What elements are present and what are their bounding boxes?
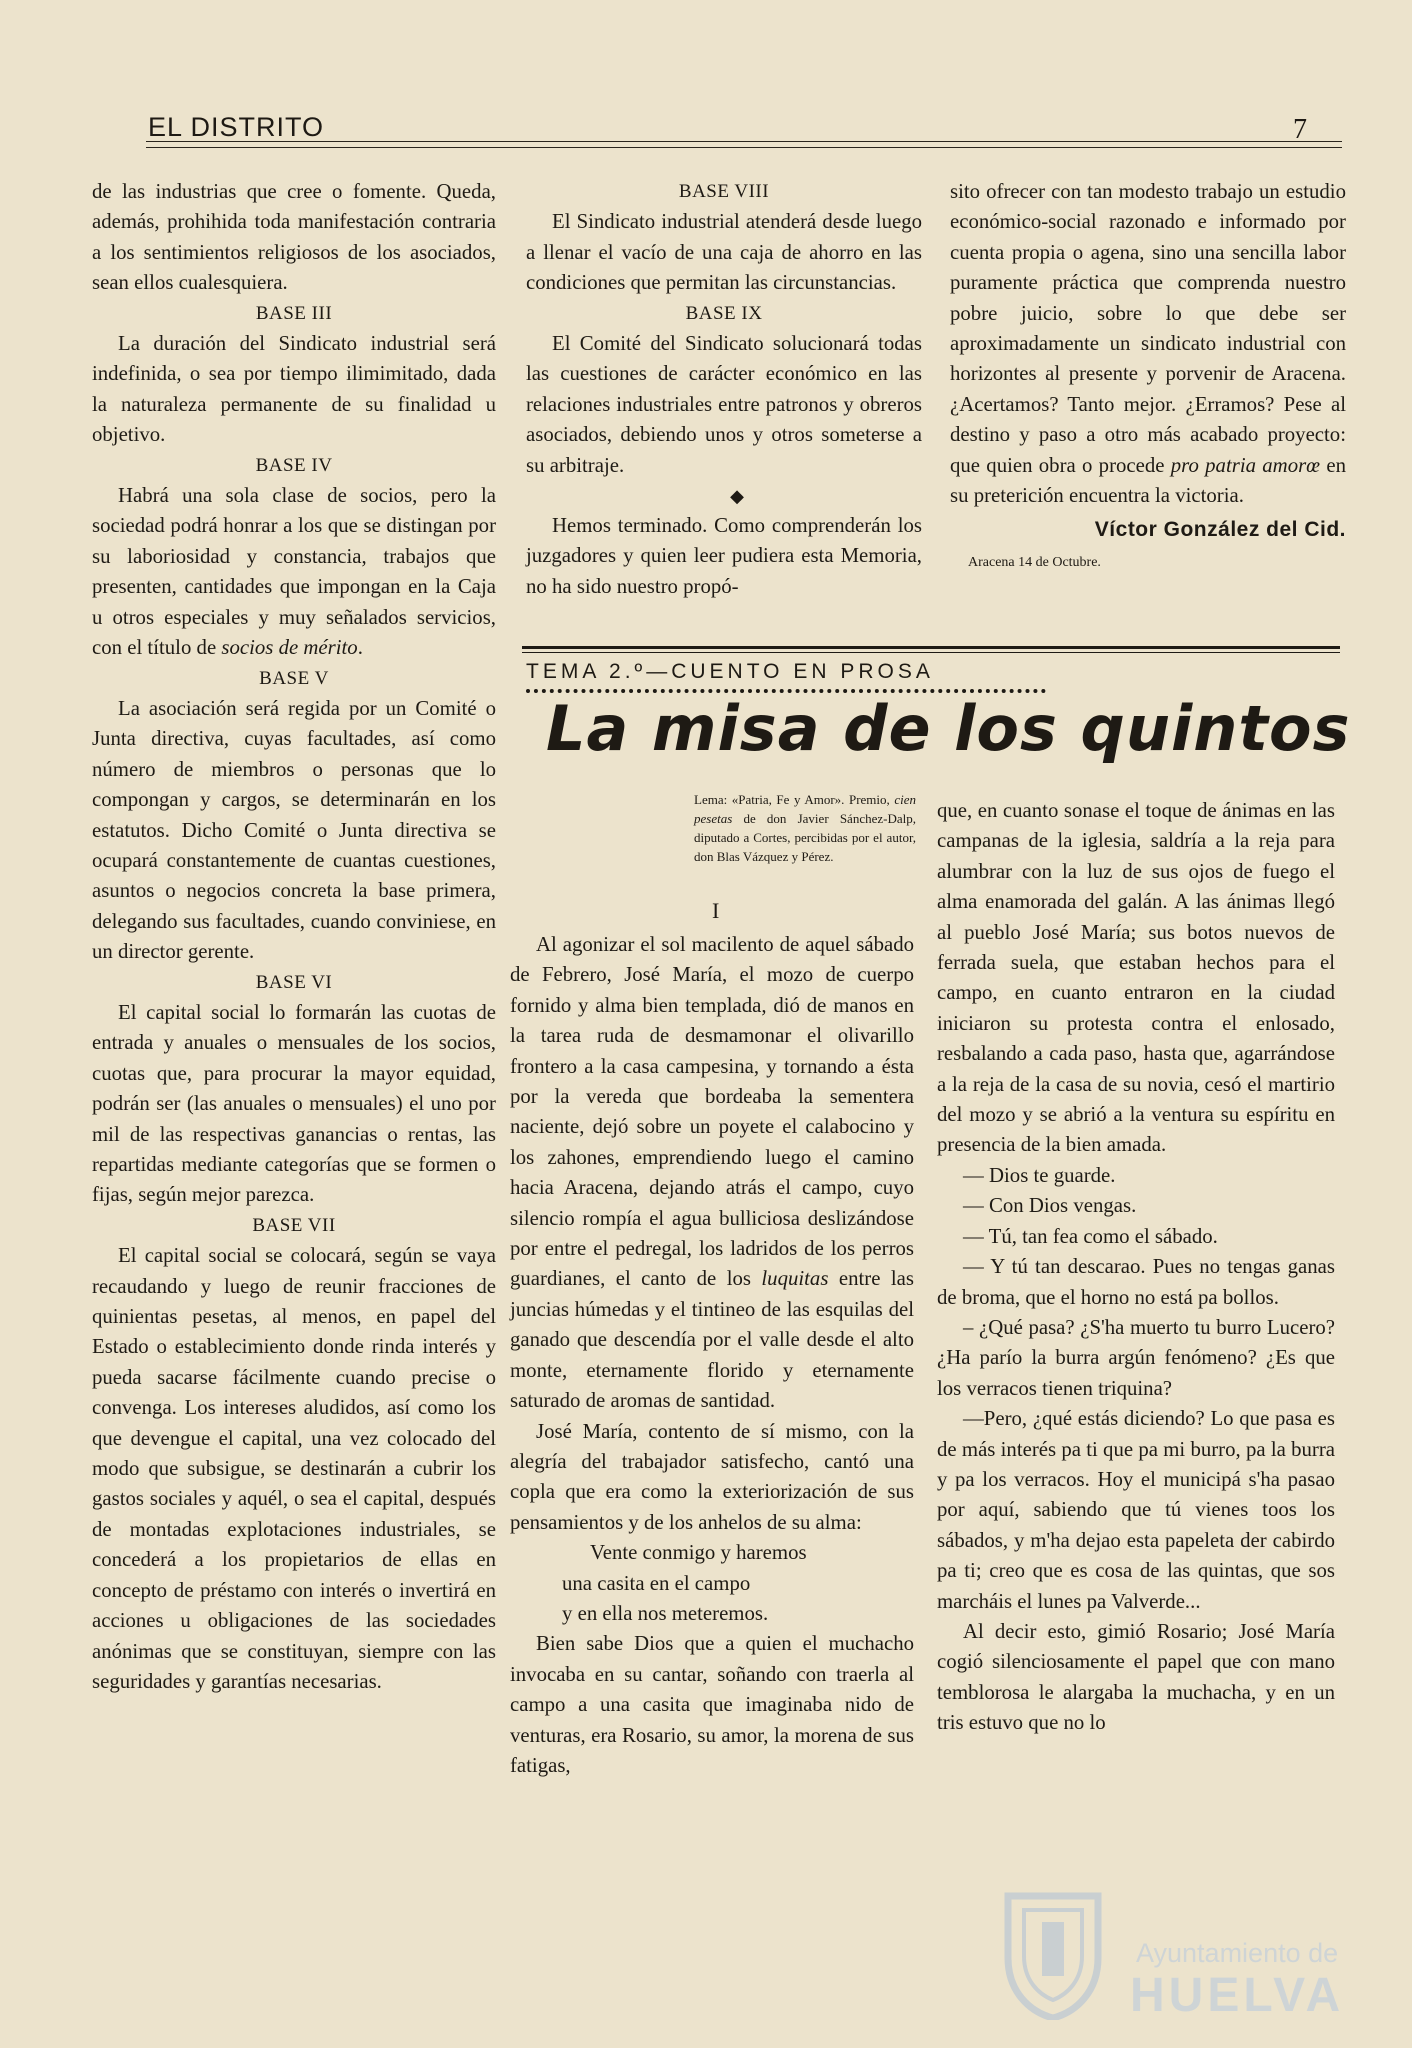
section-heading: BASE VIII [678,181,770,202]
paragraph [92,481,496,663]
verse-line: y en ella nos meteremos. [562,1601,769,1625]
dialogue-line: — Con Dios vengas. [963,1194,1137,1218]
paragraph: que, en cuanto sonase el toque de ánimas en las campanas de la iglesia, saldría a la reja para alumbrar con la luz de sus ojos de fuego el alma enamorada del galán. A las ánimas llegó al pueblo José María; sus botos nuevos de ferrada suela, que estaban hechos para el campo, en cuanto entraron en la ciudad iniciaron su protesta contra el enlosado, resbalando a cada paso, hasta que, agarrándose a la reja de la casa de su novia, cesó el martirio del mozo y se abrió a la ventura su espíritu en presencia de la bien amada. [937,799,1335,1157]
verse-line: una casita en el campo [562,1571,751,1595]
paragraph: La duración del Sindicato industrial será indefinida, o sea por tiempo ilimimitado, dada la naturaleza permanente de su finalidad u objetivo. [92,332,496,447]
story-rule [522,646,1340,649]
watermark-line1: Ayuntamiento de [1136,1938,1339,1968]
paragraph: La asociación será regida por un Comité o Junta directiva, cuyas facultades, así como número de miembros o personas que lo compongan y cargos, se determinarán en los estatutos. Dicho Comité o Junta directiva se ocupará constantemente de cuantas cuestiones, asuntos o negocios concreta la base primera, delegando sus facultades, cuando conviniese, en un director gerente. [92,696,496,964]
story-rule [522,652,1340,653]
text-run: sito ofrecer con tan modesto trabajo un estudio económico-social razonado e informado por cuenta propia o agena, sino una sencilla labor puramente práctica que comprenda nuestro pobre juicio, sobre lo que debe ser aproximadamente un sindicato industrial con horizontes al presente y porvenir de Aracena. ¿Acertamos? Tanto mejor. ¿Erramos? Pese al destino y paso a otro más acabado proyecto: que quien obra o procede [950,180,1346,477]
dialogue-line: – ¿Qué pasa? ¿S'ha muerto tu burro Lucero? ¿Ha parío la burra argún fenómeno? ¿Es que los verracos tienen triquina? [937,1315,1335,1400]
italic-text: luquitas [761,1267,829,1291]
paragraph [950,177,1346,511]
author-signature: Víctor González del Cid. [1094,518,1346,542]
story-motto [694,790,916,866]
dateline: Aracena 14 de Octubre. [968,554,1101,570]
paragraph: José María, contento de sí mismo, con la alegría del trabajador satisfecho, cantó una copla que era como la exteriorización de sus pensamientos y de los anhelos de su alma: [510,1419,914,1534]
paragraph: Bien sabe Dios que a quien el muchacho invocaba en su cantar, soñando con traerla al campo a una casita que imaginaba nido de venturas, era Rosario, su amor, la morena de sus fatigas, [510,1632,914,1777]
italic-text: pro patria amorœ [1170,453,1321,477]
column-bases-continued [526,177,922,602]
paragraph: El capital social se colocará, según se vaya recaudando y luego de reunir fracciones de quinientas pesetas, al menos, en papel del Estado o establecimiento donde rinda interés y pueda sacarse fácilmente cuando precise o convenga. Los intereses aludidos, así como los que devengue el capital, una vez colocado del modo que subsigue, se destinarán a cubrir los gastos sociales y aquél, o sea el capital, después de montadas explotaciones industriales, se concederá a los propietarios de ellas en concepto de préstamo con interés o invertirá en acciones u obligaciones de las sociedades anónimas que se constituyan, siempre con las seguridades y garantías necesarias. [92,1244,496,1693]
section-heading: BASE VI [255,971,333,993]
dialogue-line: — Y tú tan descarao. Pues no tengas ganas de broma, que el horno no está pa bollos. [937,1255,1335,1309]
text-run: Al agonizar el sol macilento de aquel sábado de Febrero, José María, el mozo de cuerpo fornido y alma bien templada, dió de manos en la tarea ruda de desmamonar el olivarillo frontero a la casa campesina, y tornando a ésta por la vereda que bordeaba la sementera naciente, dejó sobre un poyete el calabocino y los zahones, emprendiendo luego el camino hacia Aracena, dejando atrás el campo, cuyo silencio rompía el agua bulliciosa deslizándose por entre el pedregal, los ladridos de los perros guardianes, el canto de los [510,933,914,1291]
section-label: TEMA 2.º—CUENTO EN PROSA [526,660,934,683]
paragraph: El Sindicato industrial atenderá desde luego a llenar el vacío de una caja de ahorro en las condiciones que permitan las circunstancias. [526,210,922,295]
paragraph: El Comité del Sindicato solucionará todas las cuestiones de carácter económico en las relaciones industriales entre patronos y obreros asociados, debiendo unos y otros someterse a su arbitraje. [526,332,922,477]
paragraph: Al decir esto, gimió Rosario; José María cogió silenciosamente el papel que con mano temblorosa le alargaba la muchacha, y en un tris estuvo que no lo [937,1619,1335,1735]
running-head: EL DISTRITO [148,112,325,142]
text-run: Lema: «Patria, Fe y Amor». Premio, [694,792,895,807]
verse-line: Vente conmigo y haremos [590,1541,807,1565]
paragraph [510,930,914,1417]
paragraph: El capital social lo formarán las cuotas de entrada y anuales o mensuales de los socios, cuotas que, para procurar la mayor equidad, podrán ser (las anuales o mensuales) el uno por mil de las respectivas ganancias o rentas, las repartidas mediante categorías que se formen o fijas, según mejor parezca. [92,1000,496,1207]
story-title: La misa de los quintos [546,692,1351,765]
paragraph: de las industrias que cree o fomente. Queda, además, prohihida toda manifestación contraria a los sentimientos religiosos de los asociados, sean ellos cualesquiera. [92,180,496,295]
section-heading: BASE IX [685,302,763,324]
column-bases [92,177,496,1697]
watermark-line2: HUELVA [1130,1969,1345,2022]
text-run: entre las juncias húmedas y el tintineo de las esquilas del ganado que descendía por el valle desde el alto monte, eternamente florido y eternamente saturado de aromas de santidad. [510,1267,914,1413]
motto-text [694,790,916,866]
huelva-coat-of-arms-icon [998,1888,1108,2020]
page-number: 7 [1293,114,1307,145]
text-run: en su preterición encuentra la victoria. [950,453,1346,508]
section-heading: BASE VII [252,1214,336,1236]
italic-text: socios de mérito [221,636,358,660]
text-run: . [357,636,363,660]
column-conclusion [950,177,1346,574]
paragraph: Hemos terminado. Como comprenderán los juzgadores y quien leer pudiera esta Memoria, no ha sido nuestro propó- [526,514,922,598]
header-rule [146,141,1342,142]
italic-text: cien pesetas [694,792,916,826]
story-column-right [937,796,1335,1739]
story-column-left [510,930,914,1781]
text-run: de don Javier Sánchez-Dalp, diputado a Cortes, percibidas por el autor, don Blas Vázquez y Pérez. [694,811,916,864]
diamond-ornament-icon: ◆ [730,486,744,507]
dialogue-line: — Dios te guarde. [963,1163,1116,1187]
dialogue-line: — Tú, tan fea como el sábado. [963,1224,1218,1248]
dialogue-line: —Pero, ¿qué estás diciendo? Lo que pasa es de más interés pa ti que pa mi burro, pa la burra y pa los verracos. Hoy el municipá s'ha pasao por aquí, sabiendo que tú vienes toos los sábados, y m'ha dejao esta papeleta der cabirdo pa ti; creo que es cosa de las quintas, que sos marcháis el lunes pa Valverde... [937,1407,1335,1613]
section-heading: BASE IV [255,454,333,476]
text-run: Habrá una sola clase de socios, pero la sociedad podrá honrar a los que se distingan por su laboriosidad y constancia, trabajos que presenten, cantidades que impongan en la Caja u otros especiales y muy señalados servicios, con el título de [92,484,496,660]
section-heading: BASE V [259,667,329,689]
chapter-number: I [712,898,720,923]
header-rule [146,147,1342,148]
section-heading: BASE III [255,302,333,324]
